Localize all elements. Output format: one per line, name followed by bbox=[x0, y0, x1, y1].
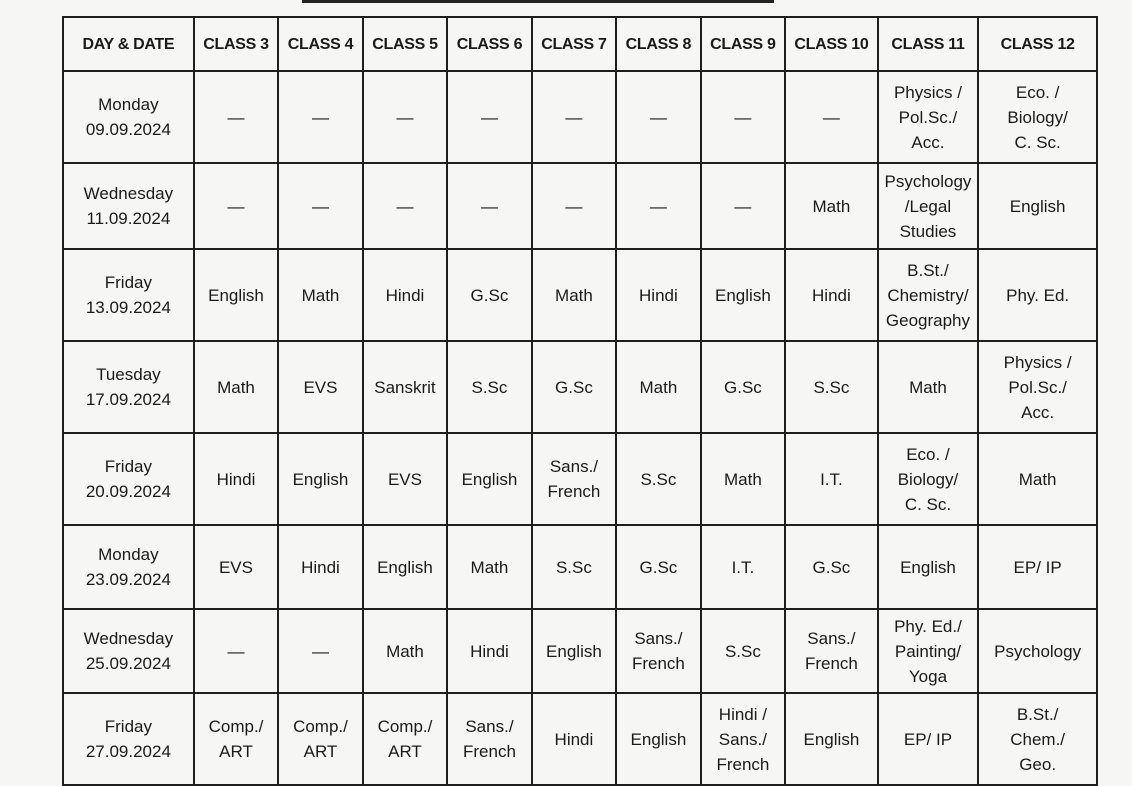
subject-text: EP/ IP bbox=[903, 729, 953, 749]
subject-text: I.T. bbox=[820, 469, 843, 489]
header-class-9: CLASS 9 bbox=[701, 17, 785, 71]
subject-text: Sans./ French bbox=[462, 717, 516, 761]
subject-cell bbox=[363, 525, 447, 609]
subject-text: B.St./ Chemistry/ Geography bbox=[885, 260, 971, 330]
table-row bbox=[63, 71, 1097, 163]
header-class-3: CLASS 3 bbox=[194, 17, 278, 71]
header-class-11: CLASS 11 bbox=[878, 17, 979, 71]
subject-text: English bbox=[546, 641, 602, 661]
exam-date: 11.09.2024 bbox=[86, 209, 171, 228]
subject-cell bbox=[785, 525, 878, 609]
subject-cell bbox=[785, 609, 878, 693]
subject-cell bbox=[701, 525, 785, 609]
subject-text: G.Sc bbox=[470, 285, 509, 305]
subject-cell bbox=[878, 525, 979, 609]
subject-text: Physics / Pol.Sc./ Acc. bbox=[1003, 352, 1072, 422]
subject-cell bbox=[785, 163, 878, 249]
header-class-10: CLASS 10 bbox=[785, 17, 878, 71]
subject-text: Hindi bbox=[639, 285, 678, 305]
subject-text: G.Sc bbox=[639, 557, 678, 577]
day-date-cell bbox=[63, 609, 194, 693]
subject-cell bbox=[701, 249, 785, 341]
header-class-8: CLASS 8 bbox=[616, 17, 700, 71]
subject-text: — bbox=[734, 196, 752, 216]
exam-date: 20.09.2024 bbox=[85, 482, 171, 501]
subject-cell bbox=[194, 525, 278, 609]
subject-text: Math bbox=[812, 196, 851, 216]
subject-text: English bbox=[292, 469, 349, 489]
subject-cell bbox=[616, 163, 700, 249]
table-row bbox=[63, 341, 1097, 433]
header-class-4: CLASS 4 bbox=[278, 17, 362, 71]
subject-cell bbox=[785, 693, 878, 785]
subject-cell bbox=[363, 609, 447, 693]
subject-text: Phy. Ed./ Painting/ Yoga bbox=[894, 616, 962, 686]
subject-cell bbox=[447, 249, 531, 341]
subject-cell bbox=[363, 693, 447, 785]
exam-timetable bbox=[62, 16, 1098, 786]
subject-cell bbox=[616, 71, 700, 163]
subject-text: Hindi bbox=[812, 285, 851, 305]
subject-cell bbox=[785, 71, 878, 163]
subject-text: — bbox=[227, 107, 245, 127]
subject-cell bbox=[447, 693, 531, 785]
subject-cell bbox=[785, 341, 878, 433]
subject-text: English bbox=[461, 469, 518, 489]
subject-cell bbox=[532, 433, 616, 525]
subject-text: English bbox=[803, 729, 860, 749]
subject-cell bbox=[278, 163, 362, 249]
subject-text: Math bbox=[386, 641, 424, 661]
subject-cell bbox=[363, 163, 447, 249]
subject-text: G.Sc bbox=[724, 377, 762, 397]
subject-cell bbox=[701, 341, 785, 433]
subject-text: Hindi bbox=[470, 641, 509, 661]
day-name: Wednesday bbox=[83, 184, 174, 203]
subject-text: Sanskrit bbox=[374, 377, 436, 397]
subject-text: — bbox=[396, 107, 414, 127]
subject-cell bbox=[616, 433, 700, 525]
table-row bbox=[63, 163, 1097, 249]
subject-text: English bbox=[715, 285, 771, 305]
subject-text: — bbox=[734, 107, 752, 127]
subject-cell bbox=[701, 163, 785, 249]
subject-cell bbox=[878, 71, 979, 163]
subject-cell bbox=[616, 525, 700, 609]
subject-cell bbox=[532, 525, 616, 609]
subject-text: Psychology bbox=[994, 641, 1082, 661]
subject-cell bbox=[194, 249, 278, 341]
subject-text: Comp./ ART bbox=[377, 717, 433, 761]
subject-text: — bbox=[649, 196, 667, 216]
header-class-12: CLASS 12 bbox=[978, 17, 1097, 71]
subject-text: G.Sc bbox=[555, 377, 593, 397]
subject-text: Math bbox=[217, 377, 255, 397]
subject-cell bbox=[532, 341, 616, 433]
subject-cell bbox=[278, 693, 362, 785]
subject-cell bbox=[278, 71, 362, 163]
exam-date: 27.09.2024 bbox=[85, 742, 171, 761]
day-date-cell bbox=[63, 163, 194, 249]
subject-cell bbox=[978, 525, 1097, 609]
subject-text: Comp./ ART bbox=[208, 717, 264, 761]
subject-cell bbox=[701, 693, 785, 785]
subject-text: — bbox=[396, 196, 414, 216]
exam-date: 09.09.2024 bbox=[85, 120, 171, 139]
subject-text: — bbox=[480, 196, 498, 216]
subject-text: Sans./ French bbox=[631, 629, 685, 673]
subject-cell bbox=[194, 609, 278, 693]
subject-text: — bbox=[649, 107, 667, 127]
table-row bbox=[63, 433, 1097, 525]
subject-text: — bbox=[311, 196, 329, 216]
subject-cell bbox=[278, 433, 362, 525]
subject-cell bbox=[278, 525, 362, 609]
subject-text: English bbox=[1009, 196, 1066, 216]
subject-cell bbox=[447, 609, 531, 693]
day-name: Monday bbox=[98, 545, 159, 564]
subject-cell bbox=[447, 71, 531, 163]
subject-cell bbox=[194, 693, 278, 785]
subject-text: — bbox=[227, 196, 245, 216]
subject-text: — bbox=[311, 641, 329, 661]
subject-text: Hindi / Sans./ French bbox=[716, 704, 770, 774]
subject-cell bbox=[878, 163, 979, 249]
subject-cell bbox=[701, 71, 785, 163]
subject-text: Math bbox=[909, 377, 947, 397]
subject-text: Sans./ French bbox=[804, 629, 858, 673]
top-rule bbox=[302, 0, 774, 3]
subject-text: Math bbox=[639, 377, 678, 397]
subject-cell bbox=[194, 163, 278, 249]
subject-text: Math bbox=[724, 469, 762, 489]
subject-cell bbox=[978, 433, 1097, 525]
header-class-5: CLASS 5 bbox=[363, 17, 447, 71]
header-class-7: CLASS 7 bbox=[532, 17, 616, 71]
subject-text: EP/ IP bbox=[1013, 557, 1062, 577]
subject-text: English bbox=[377, 557, 433, 577]
subject-cell bbox=[194, 433, 278, 525]
subject-cell bbox=[532, 693, 616, 785]
day-name: Friday bbox=[104, 717, 152, 736]
subject-cell bbox=[616, 609, 700, 693]
subject-text: English bbox=[630, 729, 687, 749]
subject-text: Comp./ ART bbox=[293, 717, 348, 761]
subject-cell bbox=[878, 693, 979, 785]
exam-date: 13.09.2024 bbox=[85, 298, 171, 317]
subject-cell bbox=[532, 249, 616, 341]
subject-cell bbox=[878, 609, 979, 693]
subject-text: — bbox=[565, 107, 583, 127]
subject-text: Hindi bbox=[301, 557, 340, 577]
subject-text: S.Sc bbox=[640, 469, 677, 489]
subject-cell bbox=[532, 609, 616, 693]
subject-cell bbox=[978, 693, 1097, 785]
subject-text: English bbox=[900, 557, 956, 577]
exam-date: 23.09.2024 bbox=[85, 570, 171, 589]
subject-cell bbox=[785, 249, 878, 341]
subject-text: Math bbox=[301, 285, 340, 305]
subject-cell bbox=[194, 71, 278, 163]
subject-cell bbox=[363, 433, 447, 525]
subject-cell bbox=[447, 433, 531, 525]
day-date-cell bbox=[63, 433, 194, 525]
subject-cell bbox=[363, 341, 447, 433]
subject-text: EVS bbox=[303, 377, 338, 397]
subject-text: I.T. bbox=[731, 557, 755, 577]
subject-cell bbox=[447, 525, 531, 609]
subject-text: Hindi bbox=[385, 285, 425, 305]
day-date-cell bbox=[63, 341, 194, 433]
subject-cell bbox=[194, 341, 278, 433]
subject-cell bbox=[978, 71, 1097, 163]
subject-text: Phy. Ed. bbox=[1006, 285, 1070, 305]
day-name: Friday bbox=[104, 273, 152, 292]
subject-cell bbox=[978, 249, 1097, 341]
subject-text: Physics / Pol.Sc./ Acc. bbox=[893, 82, 962, 152]
subject-cell bbox=[616, 693, 700, 785]
day-name: Tuesday bbox=[96, 365, 161, 384]
table-row bbox=[63, 525, 1097, 609]
subject-cell bbox=[978, 341, 1097, 433]
exam-date: 17.09.2024 bbox=[85, 390, 171, 409]
subject-text: Sans./ French bbox=[547, 457, 601, 501]
subject-text: — bbox=[565, 196, 583, 216]
subject-text: Math bbox=[470, 557, 509, 577]
subject-text: Math bbox=[1018, 469, 1057, 489]
day-date-cell bbox=[63, 693, 194, 785]
subject-text: Eco. / Biology/ C. Sc. bbox=[1007, 82, 1068, 152]
header-day-date: DAY & DATE bbox=[63, 17, 194, 71]
subject-text: S.Sc bbox=[813, 377, 850, 397]
day-name: Friday bbox=[104, 457, 152, 476]
subject-cell bbox=[785, 433, 878, 525]
day-date-cell bbox=[63, 525, 194, 609]
subject-cell bbox=[532, 163, 616, 249]
subject-text: — bbox=[822, 107, 840, 127]
header-class-6: CLASS 6 bbox=[447, 17, 531, 71]
subject-text: S.Sc bbox=[724, 641, 761, 661]
subject-cell bbox=[447, 341, 531, 433]
subject-cell bbox=[363, 249, 447, 341]
subject-text: English bbox=[208, 285, 264, 305]
subject-text: — bbox=[480, 107, 498, 127]
subject-cell bbox=[278, 609, 362, 693]
subject-cell bbox=[978, 163, 1097, 249]
subject-cell bbox=[278, 341, 362, 433]
subject-text: EVS bbox=[218, 557, 253, 577]
subject-cell bbox=[978, 609, 1097, 693]
table-row bbox=[63, 609, 1097, 693]
subject-text: EVS bbox=[387, 469, 422, 489]
subject-cell bbox=[278, 249, 362, 341]
subject-cell bbox=[447, 163, 531, 249]
subject-cell bbox=[616, 341, 700, 433]
subject-cell bbox=[532, 71, 616, 163]
day-date-cell bbox=[63, 71, 194, 163]
subject-text: — bbox=[227, 641, 245, 661]
subject-cell bbox=[701, 609, 785, 693]
header-row bbox=[63, 17, 1097, 71]
subject-text: Hindi bbox=[216, 469, 256, 489]
subject-cell bbox=[878, 249, 979, 341]
exam-date: 25.09.2024 bbox=[85, 654, 171, 673]
subject-cell bbox=[878, 341, 979, 433]
subject-cell bbox=[616, 249, 700, 341]
subject-text: Hindi bbox=[554, 729, 594, 749]
day-name: Monday bbox=[98, 95, 159, 114]
subject-cell bbox=[878, 433, 979, 525]
table-row bbox=[63, 249, 1097, 341]
subject-cell bbox=[363, 71, 447, 163]
subject-text: — bbox=[311, 107, 329, 127]
day-name: Wednesday bbox=[83, 629, 174, 648]
table-row bbox=[63, 693, 1097, 785]
subject-text: S.Sc bbox=[471, 377, 508, 397]
subject-text: G.Sc bbox=[812, 557, 851, 577]
subject-text: Eco. / Biology/ C. Sc. bbox=[897, 444, 959, 514]
day-date-cell bbox=[63, 249, 194, 341]
date-sheet bbox=[62, 16, 1098, 786]
subject-text: Math bbox=[555, 285, 593, 305]
subject-cell bbox=[701, 433, 785, 525]
subject-text: B.St./ Chem./ Geo. bbox=[1010, 704, 1066, 774]
subject-text: S.Sc bbox=[555, 557, 592, 577]
subject-text: Psychology /Legal Studies bbox=[884, 171, 972, 241]
